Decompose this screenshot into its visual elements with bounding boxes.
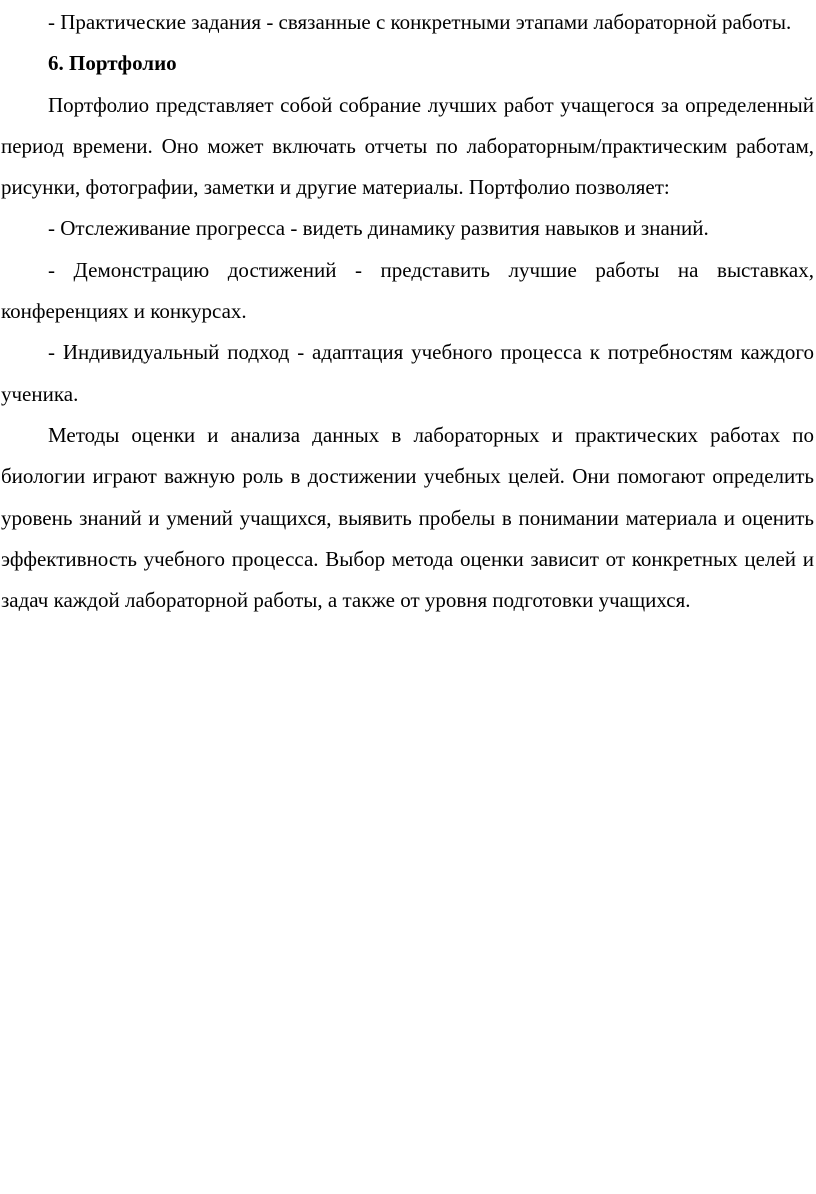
intro-list-item: - Практические задания - связанные с конкретными этапами лабораторной работы. <box>48 10 792 34</box>
bullet-progress-tracking: - Отслеживание прогресса - видеть динамику развития навыков и знаний. <box>48 216 709 241</box>
bullet-individual-approach: - Индивидуальный подход - адаптация учебного процесса к потребностям каждого ученика. <box>1 340 814 406</box>
conclusion-paragraph: Методы оценки и анализа данных в лабораторных и практических работах по биологии играют важную роль в достижении учебных целей. Они помогают определить уровень знаний и умений учащихся, выявить пробелы в понимании материала и оценить эффективность учебного процесса. Выбор метода оценки зависит от конкретных целей и задач каждой лабораторной работы, а также от уровня подготовки учащихся. <box>1 422 814 613</box>
portfolio-paragraph: Портфолио представляет собой собрание лучших работ учащегося за определенный период времени. Оно может включать отчеты по лабораторным/практическим работам, рисунки, фотографии, заметки и другие материалы. Портфолио позволяет: <box>1 92 814 200</box>
bullet-achievements: - Демонстрацию достижений - представить лучшие работы на выставках, конференциях и конкурсах. <box>1 257 814 324</box>
section-heading: 6. Портфолио <box>48 51 177 76</box>
